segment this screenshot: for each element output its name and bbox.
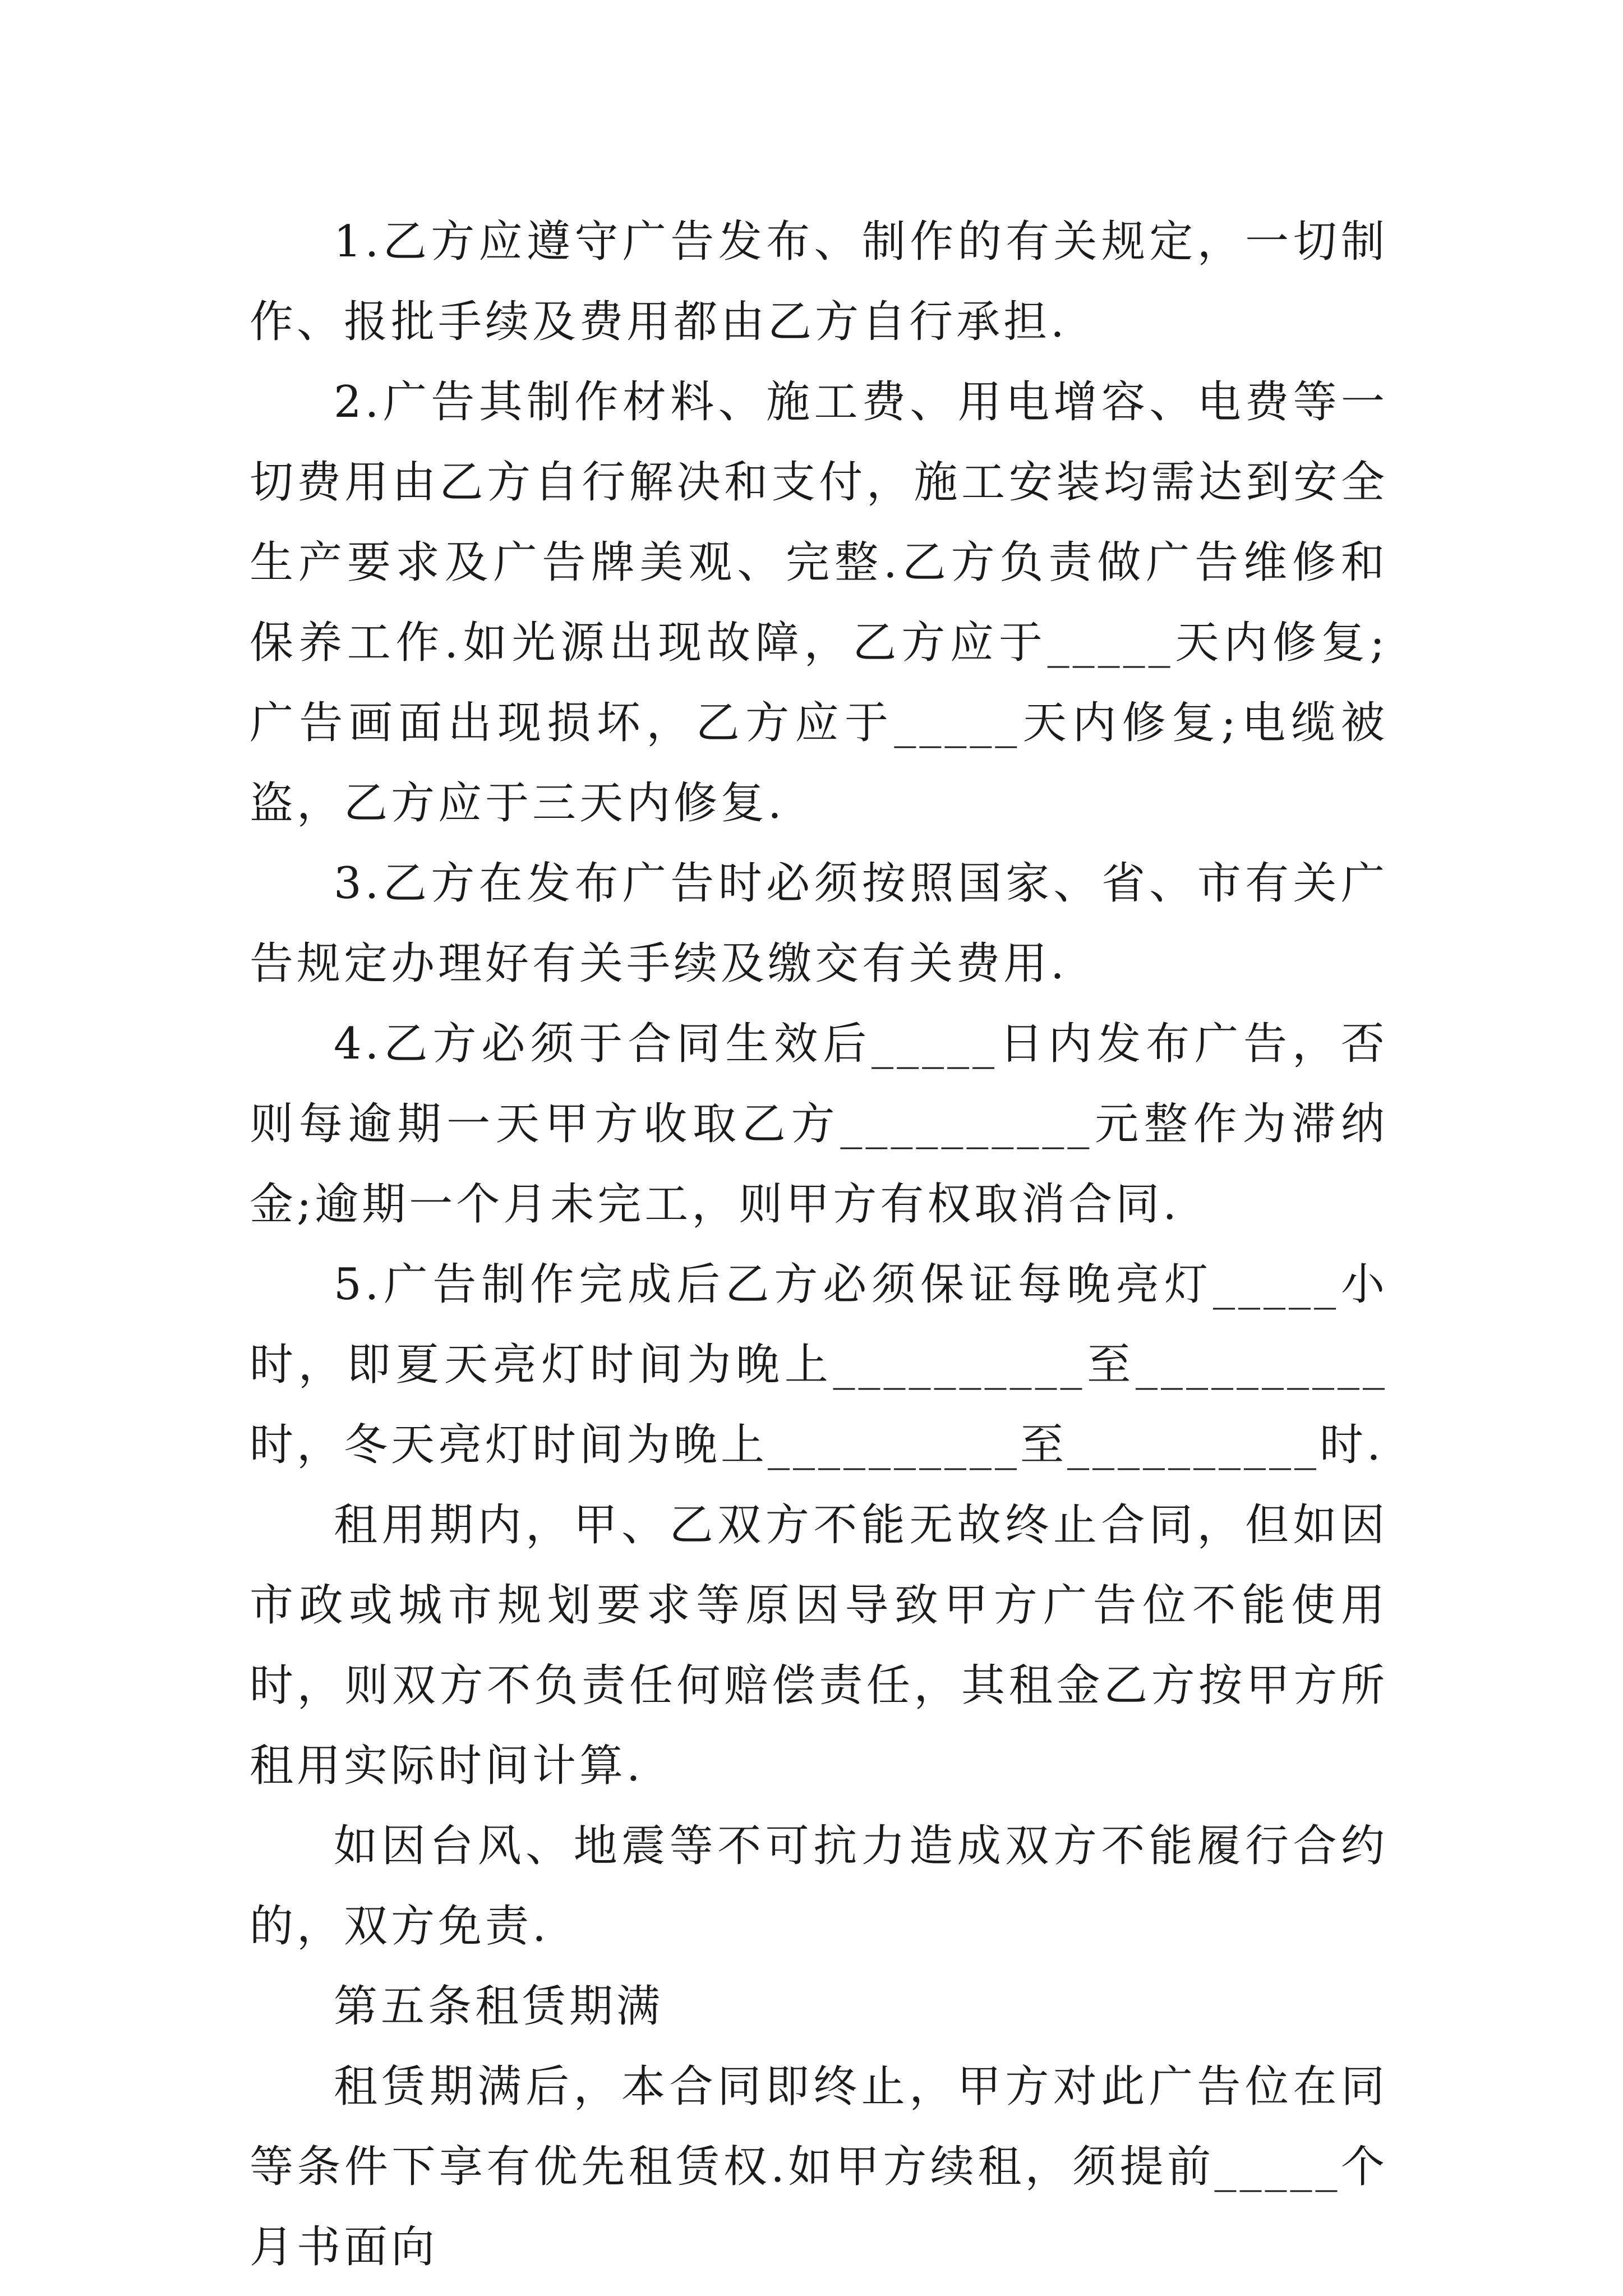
clause-4: 4.乙方必须于合同生效后_____日内发布广告，否则每逾期一天甲方收取乙方__________元整作为滞纳金;逾期一个月未完工，则甲方有权取消合同. (250, 1019, 1388, 1230)
clause-1: 1.乙方应遵守广告发布、制作的有关规定，一切制作、报批手续及费用都由乙方自行承担. (250, 217, 1388, 347)
lease-expiry-paragraph: 租赁期满后，本合同即终止，甲方对此广告位在同等条件下享有优先租赁权.如甲方续租，须提前_____个月书面向 (250, 2062, 1388, 2272)
section-heading: 第五条租赁期满 (334, 1981, 664, 2032)
clause-3: 3.乙方在发布广告时必须按照国家、省、市有关广告规定办理好有关手续及缴交有关费用. (250, 858, 1388, 989)
force-majeure-paragraph: 如因台风、地震等不可抗力造成双方不能履行合约的，双方免责. (250, 1821, 1388, 1952)
clause-5: 5.广告制作完成后乙方必须保证每晚亮灯_____小时，即夏天亮灯时间为晚上__________至__________时，冬天亮灯时间为晚上__________至__________时. (250, 1259, 1388, 1470)
termination-paragraph: 租用期内，甲、乙双方不能无故终止合同，但如因市政或城市规划要求等原因导致甲方广告位不能使用时，则双方不负责任何赔偿责任，其租金乙方按甲方所租用实际时间计算. (250, 1500, 1388, 1791)
clause-2: 2.广告其制作材料、施工费、用电增容、电费等一切费用由乙方自行解决和支付，施工安装均需达到安全生产要求及广告牌美观、完整.乙方负责做广告维修和保养工作.如光源出现故障，乙方应于_____天内修复;广告画面出现损坏，乙方应于_____天内修复;电缆被盗，乙方应于三天内修复. (250, 377, 1388, 829)
contract-text (250, 202, 1388, 2288)
